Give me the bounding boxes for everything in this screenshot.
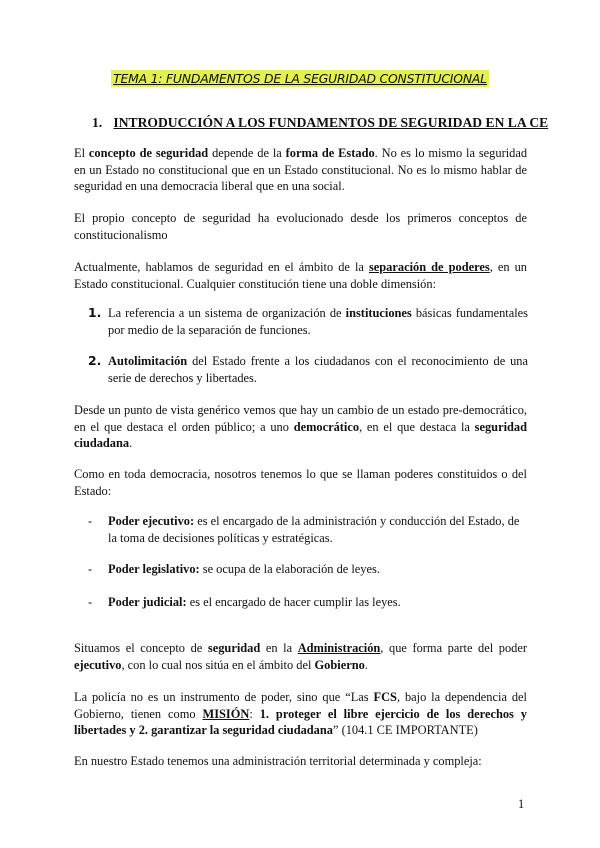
section-heading <box>92 115 548 131</box>
paragraph-separation-of-powers: Actualmente, hablamos de seguridad en el ámbito de la separación de poderes, en un Estado constitucional. Cualquier constitución tiene una doble dimensión: <box>74 260 527 291</box>
paragraph-police-mission: La policía no es un instrumento de poder, sino que “Las FCS, bajo la dependencia del Gobierno, tienen como MISIÓN: 1. proteger el libre ejercicio de los derechos y libertades y 2. garantizar la seguridad ciudadana” (104.1 CE IMPORTANTE) <box>74 690 527 737</box>
paragraph-constituted-powers: Como en toda democracia, nosotros tenemos lo que se llaman poderes constituidos o del Estado: <box>74 467 527 498</box>
paragraph-administration: Situamos el concepto de seguridad en la Administración, que forma parte del poder ejecutivo, con lo cual nos sitúa en el ámbito del Gobierno. <box>74 641 527 672</box>
paragraph-democratic-change: Desde un punto de vista genérico vemos que hay un cambio de un estado pre-democrático, en el que destaca el orden público; a uno democrático, en el que destaca la seguridad ciudadana. <box>74 403 527 450</box>
document-title: TEMA 1: FUNDAMENTOS DE LA SEGURIDAD CONSTITUCIONAL <box>113 71 487 86</box>
list-item-executive-power: - Poder ejecutivo: es el encargado de la administración y conducción del Estado, de la toma de decisiones políticas y estratégicas. <box>88 514 520 545</box>
list-item-judicial-power: - Poder judicial: es el encargado de hacer cumplir las leyes. <box>88 595 401 609</box>
list-item-self-limitation: 2. Autolimitación del Estado frente a los ciudadanos con el reconocimiento de una serie de derechos y libertades. <box>88 353 528 385</box>
paragraph-security-concept: El concepto de seguridad depende de la forma de Estado. No es lo mismo la seguridad en un Estado no constitucional que en un Estado constitucional. No es lo mismo hablar de seguridad en una democracia liberal que en una social. <box>74 146 528 193</box>
section-heading-text: INTRODUCCIÓN A LOS FUNDAMENTOS DE SEGURIDAD EN LA CE <box>113 115 549 130</box>
page-number: 1 <box>518 797 525 811</box>
paragraph-territorial-administration: En nuestro Estado tenemos una administración territorial determinada y compleja: <box>74 754 482 768</box>
list-marker: 1. <box>88 305 102 320</box>
list-item-legislative-power: - Poder legislativo: se ocupa de la elaboración de leyes. <box>88 562 380 576</box>
dash-marker: - <box>88 595 93 609</box>
dash-marker: - <box>88 562 93 576</box>
section-number: 1. <box>92 115 103 130</box>
dash-marker: - <box>88 514 93 528</box>
list-marker: 2. <box>88 353 102 368</box>
list-item-institutions: 1. La referencia a un sistema de organización de instituciones básicas fundamentales por medio de la separación de funciones. <box>88 305 528 337</box>
paragraph-evolution: El propio concepto de seguridad ha evolucionado desde los primeros conceptos de constitucionalismo <box>74 211 527 242</box>
